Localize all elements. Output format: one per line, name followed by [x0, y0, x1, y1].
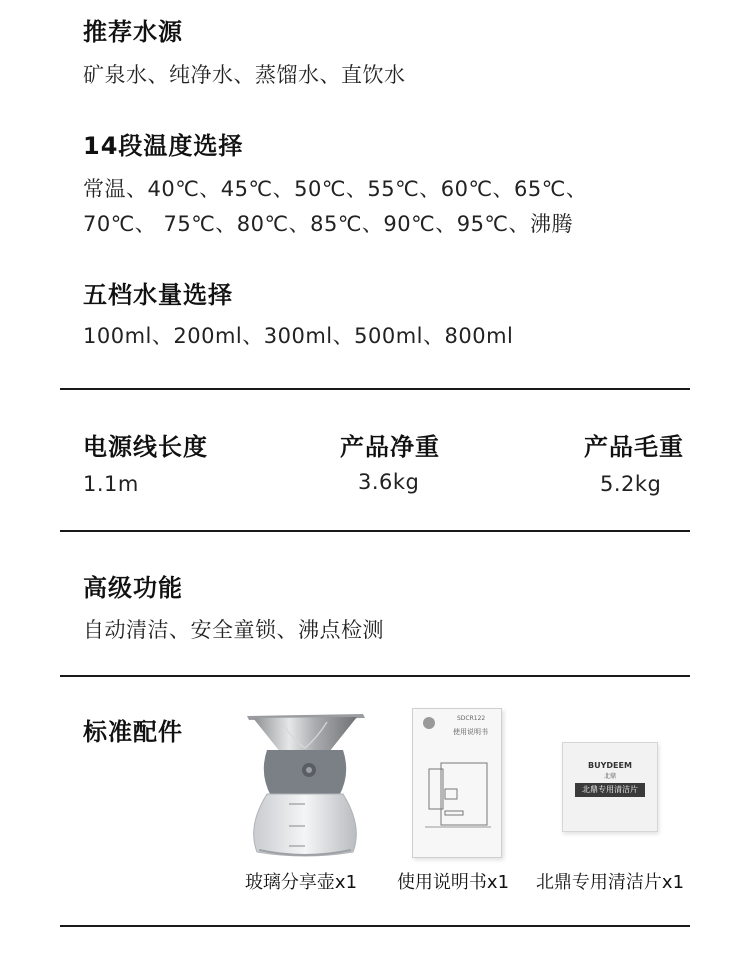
cleaning-tablet-icon — [562, 742, 658, 832]
volume-title: 五档水量选择 — [83, 281, 233, 309]
advanced-value: 自动清洁、安全童锁、沸点检测 — [83, 618, 384, 642]
gross-weight-label: 产品毛重 — [584, 433, 684, 461]
accessory-caption: 使用说明书x1 — [396, 872, 510, 893]
divider — [60, 530, 690, 532]
pack-brand-cn: 北鼎 — [603, 773, 616, 780]
glass-carafe-icon — [243, 708, 367, 862]
manual-model: SDCR122 — [457, 715, 486, 722]
advanced-title: 高级功能 — [83, 574, 183, 602]
cord-length-value: 1.1m — [83, 472, 139, 496]
manual-booklet-icon — [412, 708, 502, 858]
temperature-line-2: 70℃、 75℃、80℃、85℃、90℃、95℃、沸腾 — [83, 212, 574, 236]
brand-logo-icon — [423, 717, 435, 729]
gross-weight-value: 5.2kg — [600, 472, 662, 496]
net-weight-label: 产品净重 — [340, 433, 440, 461]
volume-value: 100ml、200ml、300ml、500ml、800ml — [83, 324, 514, 348]
accessories-title: 标准配件 — [83, 718, 183, 746]
net-weight-value: 3.6kg — [358, 470, 420, 494]
water-source-value: 矿泉水、纯净水、蒸馏水、直饮水 — [83, 63, 406, 87]
accessory-caption: 玻璃分享壶x1 — [244, 872, 358, 893]
divider — [60, 925, 690, 927]
accessory-caption: 北鼎专用清洁片x1 — [535, 872, 685, 893]
water-source-title: 推荐水源 — [83, 18, 183, 46]
pack-label: 北鼎专用清洁片 — [575, 783, 645, 797]
pack-brand: BUYDEEM — [588, 761, 632, 770]
dispenser-outline-icon — [423, 755, 493, 835]
divider — [60, 675, 690, 677]
manual-cover-title: 使用说明书 — [453, 728, 488, 736]
temperature-title: 14段温度选择 — [83, 132, 244, 160]
divider — [60, 388, 690, 390]
temperature-line-1: 常温、40℃、45℃、50℃、55℃、60℃、65℃、 — [83, 177, 588, 201]
cord-length-label: 电源线长度 — [83, 433, 208, 461]
